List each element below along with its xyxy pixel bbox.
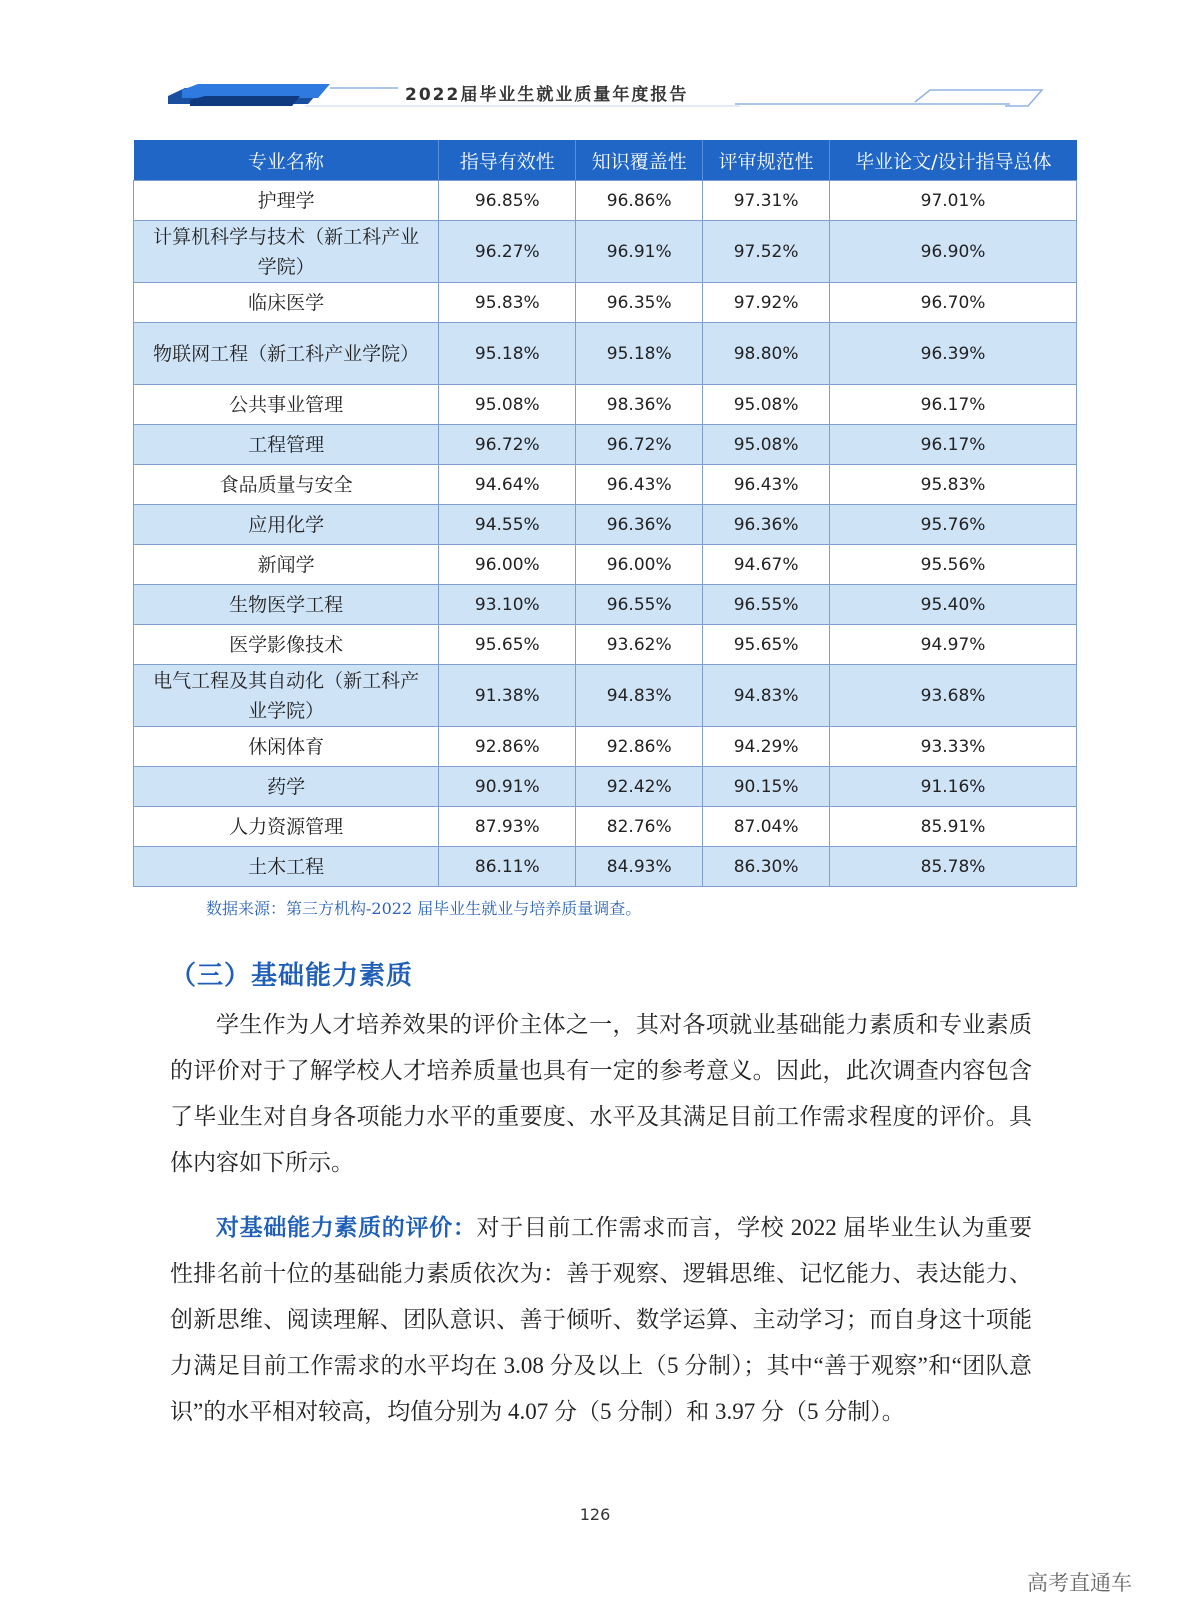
column-header: 专业名称	[134, 140, 439, 181]
major-name-cell: 药学	[134, 767, 439, 807]
column-header: 指导有效性	[439, 140, 576, 181]
value-cell: 95.18%	[439, 323, 576, 385]
body-paragraph-evaluation	[170, 1205, 1032, 1435]
value-cell: 97.01%	[830, 181, 1077, 221]
value-cell: 95.83%	[830, 465, 1077, 505]
table-row	[134, 727, 1077, 767]
table-header-row	[134, 140, 1077, 181]
value-cell: 96.17%	[830, 385, 1077, 425]
table-row	[134, 625, 1077, 665]
value-cell: 94.83%	[576, 665, 703, 727]
value-cell: 96.17%	[830, 425, 1077, 465]
table-row	[134, 283, 1077, 323]
column-header: 评审规范性	[703, 140, 830, 181]
major-name-cell: 土木工程	[134, 847, 439, 887]
value-cell: 85.91%	[830, 807, 1077, 847]
value-cell: 90.15%	[703, 767, 830, 807]
major-name-cell: 应用化学	[134, 505, 439, 545]
table-row	[134, 221, 1077, 283]
value-cell: 86.11%	[439, 847, 576, 887]
column-header: 知识覆盖性	[576, 140, 703, 181]
value-cell: 95.76%	[830, 505, 1077, 545]
value-cell: 94.29%	[703, 727, 830, 767]
value-cell: 93.33%	[830, 727, 1077, 767]
table-row	[134, 767, 1077, 807]
major-name-cell: 物联网工程（新工科产业学院）	[134, 323, 439, 385]
value-cell: 90.91%	[439, 767, 576, 807]
value-cell: 96.36%	[703, 505, 830, 545]
major-name-cell: 公共事业管理	[134, 385, 439, 425]
value-cell: 96.27%	[439, 221, 576, 283]
value-cell: 97.52%	[703, 221, 830, 283]
table-row	[134, 585, 1077, 625]
value-cell: 86.30%	[703, 847, 830, 887]
table-row	[134, 545, 1077, 585]
value-cell: 96.85%	[439, 181, 576, 221]
value-cell: 87.04%	[703, 807, 830, 847]
table-row	[134, 505, 1077, 545]
value-cell: 97.92%	[703, 283, 830, 323]
value-cell: 96.72%	[439, 425, 576, 465]
value-cell: 91.38%	[439, 665, 576, 727]
paragraph-body-text: 对于目前工作需求而言，学校 2022 届毕业生认为重要性排名前十位的基础能力素质依次为：善于观察、逻辑思维、记忆能力、表达能力、创新思维、阅读理解、团队意识、善于倾听、数学运算、主动学习；而自身这十项能力满足目前工作需求的水平均在 3.08 分及以上（5 分制）；其中“善于观察”和“团队意识”的水平相对较高，均值分别为 4.07 分（5 分制）和 3.97 分（5 分制）。	[170, 1215, 1033, 1424]
value-cell: 96.43%	[703, 465, 830, 505]
major-name-cell: 电气工程及其自动化（新工科产业学院）	[134, 665, 439, 727]
major-name-cell: 新闻学	[134, 545, 439, 585]
value-cell: 96.39%	[830, 323, 1077, 385]
evaluation-table	[133, 140, 1077, 887]
value-cell: 92.42%	[576, 767, 703, 807]
major-name-cell: 护理学	[134, 181, 439, 221]
value-cell: 94.55%	[439, 505, 576, 545]
table-row	[134, 847, 1077, 887]
value-cell: 98.80%	[703, 323, 830, 385]
value-cell: 82.76%	[576, 807, 703, 847]
value-cell: 95.08%	[703, 425, 830, 465]
value-cell: 93.68%	[830, 665, 1077, 727]
value-cell: 96.55%	[703, 585, 830, 625]
value-cell: 95.08%	[703, 385, 830, 425]
value-cell: 87.93%	[439, 807, 576, 847]
value-cell: 97.31%	[703, 181, 830, 221]
value-cell: 94.64%	[439, 465, 576, 505]
table-row	[134, 323, 1077, 385]
major-name-cell: 计算机科学与技术（新工科产业学院）	[134, 221, 439, 283]
value-cell: 96.72%	[576, 425, 703, 465]
table-row	[134, 665, 1077, 727]
paragraph-lead-label: 对基础能力素质的评价：	[216, 1215, 477, 1240]
section-heading: （三）基础能力素质	[170, 961, 414, 991]
value-cell: 96.36%	[576, 505, 703, 545]
major-name-cell: 生物医学工程	[134, 585, 439, 625]
report-header-title: 2022届毕业生就业质量年度报告	[405, 85, 689, 105]
value-cell: 95.40%	[830, 585, 1077, 625]
value-cell: 92.86%	[439, 727, 576, 767]
table-row	[134, 425, 1077, 465]
table-row	[134, 181, 1077, 221]
table-row	[134, 807, 1077, 847]
value-cell: 96.35%	[576, 283, 703, 323]
value-cell: 96.00%	[576, 545, 703, 585]
value-cell: 96.70%	[830, 283, 1077, 323]
table-row	[134, 385, 1077, 425]
major-name-cell: 临床医学	[134, 283, 439, 323]
value-cell: 95.65%	[439, 625, 576, 665]
value-cell: 93.10%	[439, 585, 576, 625]
major-name-cell: 食品质量与安全	[134, 465, 439, 505]
value-cell: 98.36%	[576, 385, 703, 425]
value-cell: 96.86%	[576, 181, 703, 221]
value-cell: 96.00%	[439, 545, 576, 585]
value-cell: 95.08%	[439, 385, 576, 425]
value-cell: 95.83%	[439, 283, 576, 323]
major-name-cell: 医学影像技术	[134, 625, 439, 665]
watermark-text: 高考直通车	[1027, 1571, 1132, 1595]
value-cell: 95.56%	[830, 545, 1077, 585]
value-cell: 94.67%	[703, 545, 830, 585]
value-cell: 84.93%	[576, 847, 703, 887]
data-source-note: 数据来源：第三方机构-2022 届毕业生就业与培养质量调查。	[206, 899, 642, 918]
value-cell: 94.97%	[830, 625, 1077, 665]
body-paragraph: 学生作为人才培养效果的评价主体之一，其对各项就业基础能力素质和专业素质的评价对于了解学校人才培养质量也具有一定的参考意义。因此，此次调查内容包含了毕业生对自身各项能力水平的重要度、水平及其满足目前工作需求程度的评价。具体内容如下所示。	[170, 1012, 1032, 1175]
value-cell: 93.62%	[576, 625, 703, 665]
value-cell: 96.90%	[830, 221, 1077, 283]
major-name-cell: 人力资源管理	[134, 807, 439, 847]
column-header: 毕业论文/设计指导总体	[830, 140, 1077, 181]
value-cell: 92.86%	[576, 727, 703, 767]
value-cell: 96.55%	[576, 585, 703, 625]
page-number: 126	[579, 1505, 611, 1524]
table-row	[134, 465, 1077, 505]
value-cell: 96.43%	[576, 465, 703, 505]
value-cell: 95.65%	[703, 625, 830, 665]
value-cell: 95.18%	[576, 323, 703, 385]
value-cell: 96.91%	[576, 221, 703, 283]
value-cell: 94.83%	[703, 665, 830, 727]
value-cell: 85.78%	[830, 847, 1077, 887]
major-name-cell: 工程管理	[134, 425, 439, 465]
major-name-cell: 休闲体育	[134, 727, 439, 767]
value-cell: 91.16%	[830, 767, 1077, 807]
